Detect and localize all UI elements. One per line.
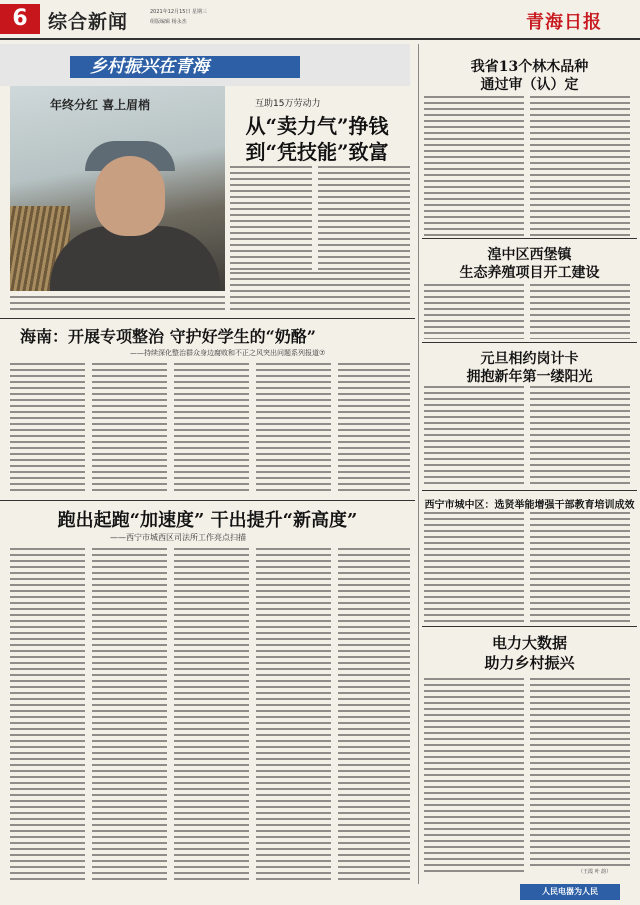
banner-label: 乡村振兴在青海 <box>90 57 209 77</box>
right-story-a-col2 <box>530 96 630 236</box>
right-story-c-col1 <box>424 386 524 486</box>
rule <box>422 238 637 239</box>
right-story-b-col2 <box>530 284 630 339</box>
page-number: 6 <box>0 4 40 34</box>
right-story-d-col2 <box>530 512 630 622</box>
photo-figure-face <box>95 156 165 236</box>
story3-col1 <box>10 548 85 883</box>
right-story-e-col2 <box>530 678 630 866</box>
editor-line: 组版编辑 杨永杰 <box>150 19 187 25</box>
story2-col1 <box>10 363 85 495</box>
topic-banner <box>0 44 410 86</box>
story2-subheadline: ——持续深化整治群众身边腐败和不正之风突出问题系列报道⑦ <box>130 349 326 357</box>
right-story-b-col1 <box>424 284 524 339</box>
rule <box>422 626 637 627</box>
story2-col3 <box>174 363 249 495</box>
right-story-e-headline-2: 助力乡村振兴 <box>484 654 575 672</box>
rule <box>422 490 637 491</box>
lead-body-col1 <box>230 166 312 270</box>
story2-col4 <box>256 363 331 495</box>
right-story-e-col1 <box>424 678 524 874</box>
column-divider <box>418 44 419 884</box>
right-story-b-headline-1: 湟中区西堡镇 <box>487 247 572 263</box>
story3-col4 <box>256 548 331 883</box>
story3-col5 <box>338 548 410 883</box>
story2-headline: 海南：开展专项整治 守护好学生的“奶酪” <box>20 327 316 346</box>
story3-col3 <box>174 548 249 883</box>
photo-caption-text <box>10 296 225 314</box>
section-title: 综合新闻 <box>48 11 129 33</box>
lead-body-bottom <box>230 272 410 312</box>
rule <box>0 318 415 319</box>
newspaper-logo: 青海日报 <box>526 12 602 33</box>
right-story-a-headline-2: 通过审（认）定 <box>480 77 579 93</box>
right-story-a-col1 <box>424 96 524 236</box>
lead-photo <box>10 86 225 291</box>
photo-caption: 年终分红 喜上眉梢 <box>50 98 151 112</box>
story3-headline: 跑出起跑“加速度” 干出提升“新高度” <box>57 510 358 531</box>
right-story-a-headline-1: 我省13个林木品种 <box>470 59 589 75</box>
lead-headline-2: 到“凭技能”致富 <box>245 140 389 164</box>
lead-kicker: 互助15万劳动力 <box>255 99 321 109</box>
right-story-e-headline-1: 电力大数据 <box>491 634 567 652</box>
lead-body-col2 <box>318 166 410 270</box>
right-story-c-headline-1: 元旦相约岗计卡 <box>480 351 579 367</box>
story3-subheadline: ——西宁市城西区司法所工作亮点扫描 <box>110 533 246 542</box>
right-story-b-headline-2: 生态养殖项目开工建设 <box>459 265 600 281</box>
rule <box>422 342 637 343</box>
right-story-c-headline-2: 拥抱新年第一缕阳光 <box>466 369 593 385</box>
issue-date: 2021年12月15日 星期三 <box>150 9 208 15</box>
story2-col5 <box>338 363 410 495</box>
right-story-d-col1 <box>424 512 524 622</box>
advertiser-logo: 人民电器为人民 <box>520 884 620 900</box>
story3-col2 <box>92 548 167 883</box>
story2-col2 <box>92 363 167 495</box>
lead-headline-1: 从“卖力气”挣钱 <box>245 114 389 138</box>
right-story-c-col2 <box>530 386 630 486</box>
story-e-credit: （王霞 叶 韵） <box>578 869 612 875</box>
rule <box>0 500 415 501</box>
right-story-d-headline: 西宁市城中区：选贤举能增强干部教育培训成效 <box>424 500 635 511</box>
